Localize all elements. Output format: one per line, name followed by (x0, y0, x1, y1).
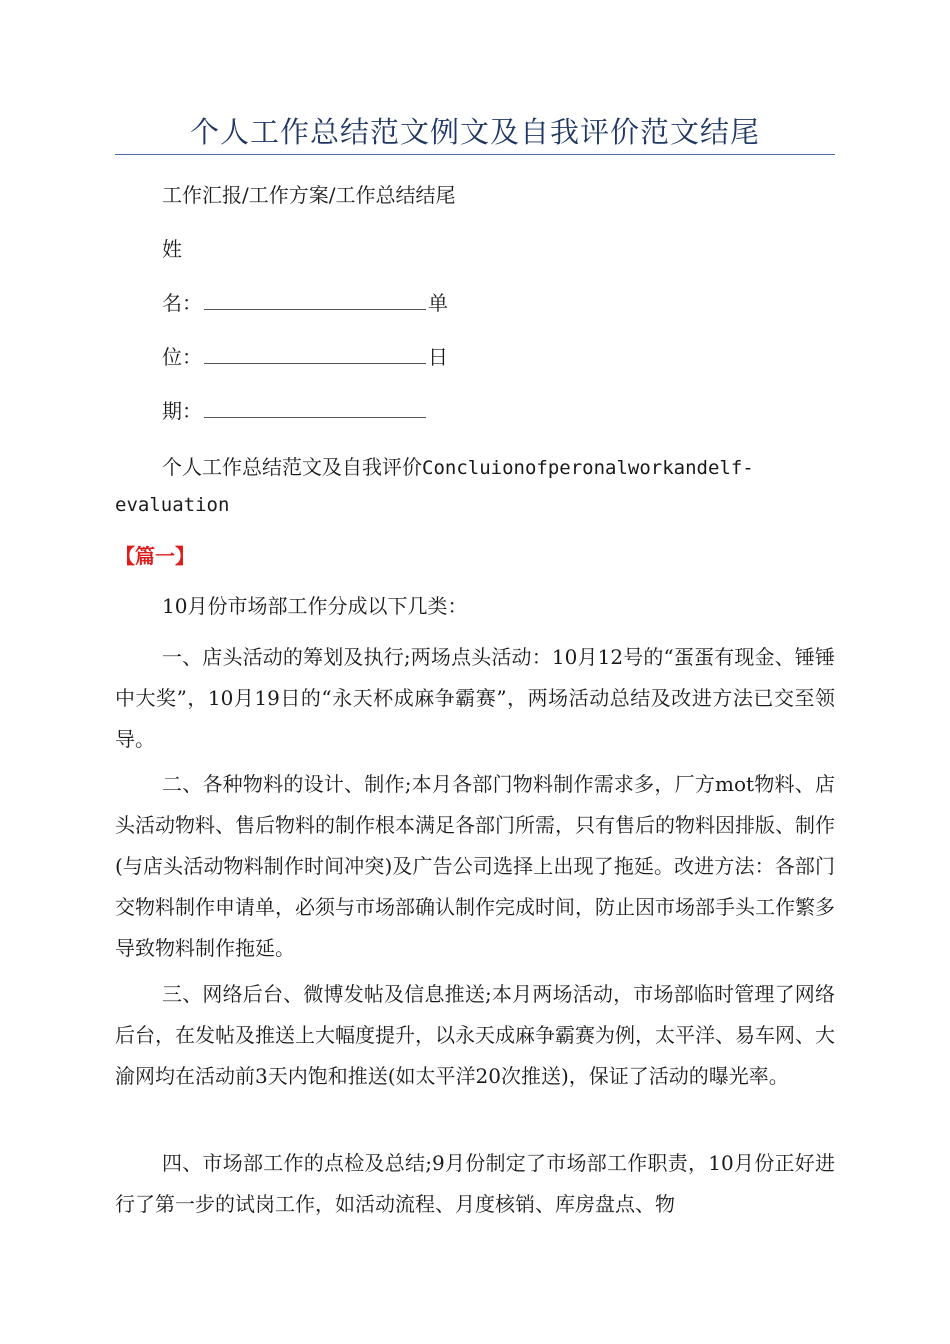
form-row-name (162, 289, 448, 317)
form-label: 日 (428, 345, 448, 369)
form-row-unit (162, 343, 448, 371)
intro-cn: 个人工作总结范文及自我评价 (162, 455, 422, 479)
subtitle: 工作汇报/工作方案/工作总结结尾 (162, 183, 456, 207)
section-heading: 【篇一】 (115, 544, 195, 568)
document-title: 个人工作总结范文例文及自我评价范文结尾 (189, 115, 760, 149)
form-label: 单 (428, 291, 448, 315)
form-label: 期： (162, 399, 202, 423)
form-label: 名： (162, 291, 202, 315)
form-row-surname (162, 235, 182, 263)
form-label: 姓 (162, 237, 182, 261)
fill-in-blank (204, 291, 426, 310)
paragraph-4: 四、市场部工作的点检及总结;9月份制定了市场部工作职责，10月份正好进行了第一步的试岗工作，如活动流程、月度核销、库房盘点、物 (115, 1151, 835, 1216)
paragraph-3: 三、网络后台、微博发帖及信息推送;本月两场活动，市场部临时管理了网络后台，在发帖及推送上大幅度提升，以永天成麻争霸赛为例，太平洋、易车网、大渝网均在活动前3天内饱和推送(如太平洋20次推送)，保证了活动的曝光率。 (115, 982, 835, 1088)
intro-line (162, 453, 754, 482)
paragraph-2: 二、各种物料的设计、制作;本月各部门物料制作需求多，厂方mot物料、店头活动物料、售后物料的制作根本满足各部门所需，只有售后的物料因排版、制作(与店头活动物料制作时间冲突)及广告公司选择上出现了拖延。改进方法：各部门交物料制作申请单，必须与市场部确认制作完成时间，防止因市场部手头工作繁多导致物料制作拖延。 (115, 772, 835, 960)
intro-en-continued: evaluation (115, 494, 230, 516)
intro-en: Concluionofperonalworkandelf- (422, 457, 754, 479)
paragraph-1: 一、店头活动的筹划及执行;两场点头活动：10月12号的“蛋蛋有现金、锤锤中大奖”，10月19日的“永天杯成麻争霸赛”，两场活动总结及改进方法已交至领导。 (115, 645, 835, 751)
title-underline (115, 154, 835, 155)
lead-line: 10月份市场部工作分成以下几类： (162, 594, 468, 618)
fill-in-blank (204, 399, 426, 418)
form-row-date (162, 397, 428, 425)
form-label: 位： (162, 345, 202, 369)
fill-in-blank (204, 345, 426, 364)
